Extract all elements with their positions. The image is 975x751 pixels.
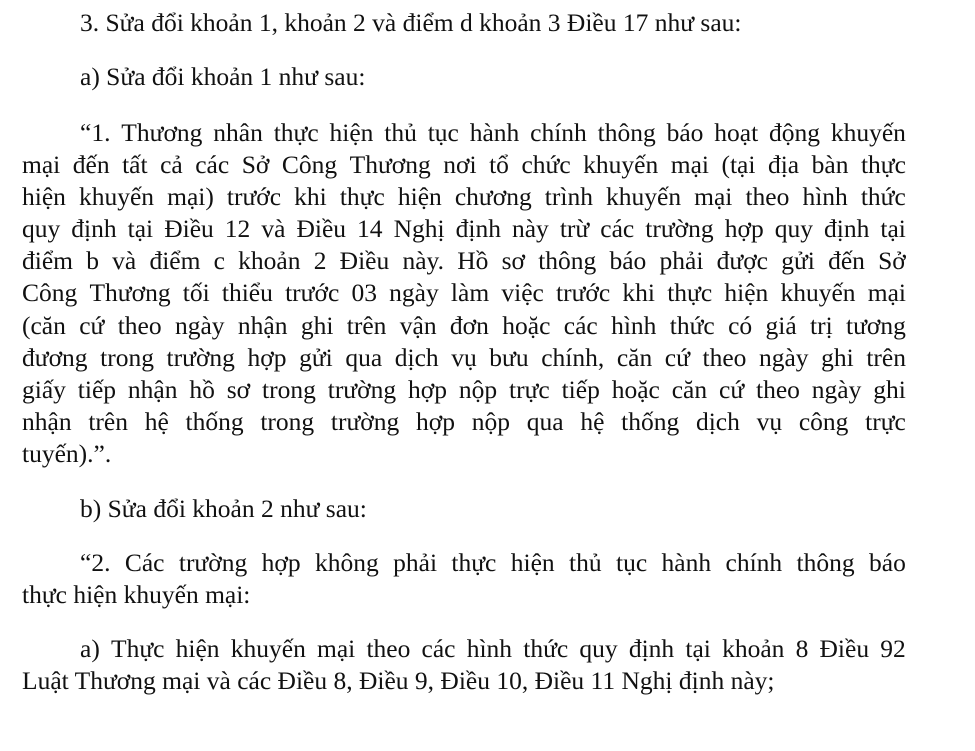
- word: thông: [597, 118, 656, 147]
- word: các: [195, 150, 230, 179]
- word: dịch: [394, 343, 439, 372]
- word: trong: [262, 375, 316, 404]
- word: hoặc: [502, 311, 551, 340]
- word: tương: [846, 311, 906, 340]
- word: động: [769, 118, 820, 147]
- word: (căn: [22, 311, 66, 340]
- word: gửi: [299, 343, 333, 372]
- word: điểm: [22, 246, 73, 275]
- word: hiện: [397, 182, 442, 211]
- word: Công: [22, 278, 78, 307]
- word: mại): [167, 182, 214, 211]
- word: khi: [294, 182, 327, 211]
- word: theo: [756, 375, 800, 404]
- word: tục: [616, 548, 648, 577]
- word: tiếp: [561, 375, 600, 404]
- word: quy: [774, 214, 813, 243]
- word: (tại: [721, 150, 756, 179]
- word: các: [563, 311, 598, 340]
- word: thức: [860, 182, 906, 211]
- word: trị: [810, 311, 833, 340]
- word: hoạt: [714, 118, 759, 147]
- word: hệ: [580, 407, 605, 436]
- word: ngày: [174, 311, 225, 340]
- paragraph-clause-1-line-10: [22, 409, 906, 435]
- word: thiểu: [221, 278, 273, 307]
- word: 8: [795, 634, 809, 663]
- word: thủ: [384, 118, 417, 147]
- paragraph-clause-1-line-4: [22, 216, 906, 242]
- word: và: [261, 214, 286, 243]
- word: khuyến: [583, 150, 659, 179]
- word: đến: [828, 246, 865, 275]
- word: hình: [611, 311, 657, 340]
- word: trừ: [559, 214, 590, 243]
- paragraph-clause-1-line-11: tuyến).”.: [22, 439, 112, 468]
- word: theo: [366, 634, 411, 663]
- word: gửi: [781, 246, 815, 275]
- word: hợp: [724, 214, 764, 243]
- word: trường: [178, 548, 248, 577]
- word: quy: [579, 634, 618, 663]
- word: cả: [160, 150, 183, 179]
- word: này.: [402, 246, 444, 275]
- word: nộp: [471, 407, 511, 436]
- word: Hồ: [457, 246, 489, 275]
- word: giá: [765, 311, 797, 340]
- word: điểm: [149, 246, 201, 275]
- word: thực: [339, 182, 385, 211]
- word: tục: [427, 118, 459, 147]
- paragraph-clause-1-line-2: [22, 152, 906, 178]
- word: khuyến: [780, 278, 856, 307]
- word: 92: [880, 634, 906, 663]
- word: b: [86, 246, 99, 275]
- word: định: [71, 214, 117, 243]
- word: Thương: [121, 118, 203, 147]
- word: phải: [659, 246, 704, 275]
- word: chính,: [541, 343, 605, 372]
- word: 03: [351, 278, 377, 307]
- word: c: [213, 246, 225, 275]
- word: theo: [745, 182, 790, 211]
- word: khuyến: [606, 182, 682, 211]
- paragraph-item-a-heading: a) Sửa đổi khoản 1 như sau:: [80, 62, 366, 91]
- word: Thương: [89, 278, 171, 307]
- word: khoản: [722, 634, 785, 663]
- word: định: [628, 634, 675, 663]
- word: đương: [22, 343, 88, 372]
- word: Thương: [349, 150, 431, 179]
- word: hợp: [247, 343, 287, 372]
- word: nhận: [22, 407, 72, 436]
- word: Sở: [241, 150, 270, 179]
- word: địa: [767, 150, 800, 179]
- word: không: [315, 548, 379, 577]
- word: 12: [224, 214, 251, 243]
- word: công: [798, 407, 849, 436]
- word: thực: [667, 278, 713, 307]
- word: thực: [860, 150, 906, 179]
- word: theo: [117, 311, 162, 340]
- word: trên: [866, 343, 906, 372]
- word: đơn: [449, 311, 489, 340]
- word: làm: [450, 278, 490, 307]
- word: qua: [345, 343, 383, 372]
- word: dịch: [695, 407, 740, 436]
- word: vụ: [756, 407, 783, 436]
- word: trực: [509, 375, 550, 404]
- word: định: [824, 214, 870, 243]
- word: trên: [346, 311, 387, 340]
- word: hiện: [329, 118, 374, 147]
- word: trước: [226, 182, 282, 211]
- word: báo: [869, 548, 906, 577]
- word: nhận: [127, 375, 178, 404]
- word: ngày: [758, 343, 809, 372]
- word: trình: [544, 182, 593, 211]
- word: quy: [22, 214, 61, 243]
- word: trường: [645, 214, 714, 243]
- word: cứ: [79, 311, 105, 340]
- word: thức: [669, 311, 715, 340]
- word: chương: [454, 182, 532, 211]
- paragraph-item-b-heading: b) Sửa đổi khoản 2 như sau:: [80, 494, 367, 523]
- word: ngày: [389, 278, 439, 307]
- word: trường: [330, 407, 400, 436]
- word: khi: [622, 278, 656, 307]
- word: hiện: [22, 182, 66, 211]
- word: tiếp: [77, 375, 117, 404]
- paragraph-clause-2-line-2: thực hiện khuyến mại:: [22, 580, 251, 609]
- word: tại: [685, 634, 711, 663]
- word: hành: [469, 118, 520, 147]
- paragraph-clause-1-line-1: [80, 120, 906, 146]
- word: thực: [273, 118, 319, 147]
- word: hành: [661, 548, 712, 577]
- word: trước: [556, 278, 611, 307]
- word: ghi: [821, 343, 854, 372]
- word: hiện: [175, 634, 220, 663]
- word: hình: [802, 182, 848, 211]
- word: cứ: [664, 343, 690, 372]
- paragraph-clause-3-heading: 3. Sửa đổi khoản 1, khoản 2 và điểm d khoản 3 Điều 17 như sau:: [80, 8, 742, 37]
- word: nộp: [458, 375, 498, 404]
- word: tại: [127, 214, 154, 243]
- word: báo: [609, 246, 647, 275]
- paragraph-point-a-line-1: [80, 636, 906, 662]
- word: tất: [122, 150, 148, 179]
- word: ghi: [300, 311, 334, 340]
- word: sơ: [226, 375, 251, 404]
- word: thực: [451, 548, 497, 577]
- word: mại: [22, 150, 61, 179]
- word: trong: [100, 343, 154, 372]
- word: thống: [185, 407, 244, 436]
- word: trên: [88, 407, 128, 436]
- word: có: [728, 311, 753, 340]
- word: hiện: [724, 278, 769, 307]
- word: khoản: [238, 246, 301, 275]
- word: báo: [666, 118, 704, 147]
- word: định: [455, 214, 501, 243]
- word: Điều: [339, 246, 390, 275]
- word: “1.: [80, 118, 111, 147]
- word: bàn: [811, 150, 849, 179]
- word: hợp: [261, 548, 301, 577]
- word: này: [511, 214, 549, 243]
- word: vận: [399, 311, 437, 340]
- word: căn: [616, 343, 653, 372]
- word: hiện: [510, 548, 555, 577]
- word: ngày: [811, 375, 862, 404]
- word: bưu: [489, 343, 529, 372]
- word: nhân: [213, 118, 263, 147]
- word: nơi: [443, 150, 477, 179]
- word: Sở: [878, 246, 906, 275]
- word: thống: [621, 407, 680, 436]
- word: chính: [725, 548, 783, 577]
- word: thông: [538, 246, 597, 275]
- word: Điều: [164, 214, 214, 243]
- word: nhận: [237, 311, 288, 340]
- word: khuyến: [230, 634, 306, 663]
- word: trong: [260, 407, 315, 436]
- word: các: [421, 634, 456, 663]
- paragraph-clause-1-line-9: [22, 377, 906, 403]
- word: thủ: [569, 548, 602, 577]
- paragraph-clause-1-line-7: [22, 313, 906, 339]
- word: hình: [466, 634, 513, 663]
- word: trước: [285, 278, 340, 307]
- word: trường: [327, 375, 397, 404]
- word: hồ: [189, 375, 215, 404]
- paragraph-point-a-line-2: Luật Thương mại và các Điều 8, Điều 9, Điều 10, Điều 11 Nghị định này;: [22, 666, 775, 695]
- paragraph-clause-1-line-3: [22, 184, 906, 210]
- word: trực: [865, 407, 906, 436]
- word: Điều: [296, 214, 347, 243]
- word: 14: [357, 214, 383, 243]
- word: căn: [671, 375, 708, 404]
- word: Thực: [111, 634, 165, 663]
- word: phải: [393, 548, 438, 577]
- word: tổ: [489, 150, 509, 179]
- word: 2: [313, 246, 327, 275]
- paragraph-clause-1-line-8: [22, 345, 906, 371]
- word: tại: [880, 214, 906, 243]
- word: hoặc: [611, 375, 660, 404]
- word: giấy: [22, 375, 66, 404]
- word: mại: [867, 278, 906, 307]
- paragraph-clause-1-line-5: [22, 248, 906, 274]
- word: cứ: [719, 375, 745, 404]
- word: Nghị: [393, 214, 445, 243]
- word: a): [80, 634, 100, 663]
- word: thức: [523, 634, 569, 663]
- word: tối: [182, 278, 210, 307]
- paragraph-clause-1-line-6: [22, 280, 906, 306]
- word: đến: [72, 150, 110, 179]
- word: ghi: [873, 375, 906, 404]
- word: sơ: [501, 246, 525, 275]
- word: thông: [796, 548, 855, 577]
- word: mại: [694, 182, 733, 211]
- word: chính: [530, 118, 587, 147]
- word: Điều: [819, 634, 870, 663]
- word: hợp: [408, 375, 447, 404]
- word: khuyến: [78, 182, 155, 211]
- word: qua: [526, 407, 564, 436]
- word: theo: [702, 343, 747, 372]
- word: và: [112, 246, 137, 275]
- word: trường: [166, 343, 235, 372]
- word: được: [716, 246, 768, 275]
- word: khuyến: [830, 118, 906, 147]
- word: việc: [501, 278, 544, 307]
- word: Công: [281, 150, 338, 179]
- word: hệ: [144, 407, 169, 436]
- word: hợp: [416, 407, 456, 436]
- word: các: [600, 214, 635, 243]
- word: vụ: [451, 343, 477, 372]
- word: Các: [124, 548, 165, 577]
- word: mại: [317, 634, 356, 663]
- word: chức: [521, 150, 571, 179]
- paragraph-clause-2-line-1: [80, 550, 906, 576]
- word: “2.: [80, 548, 111, 577]
- word: mại: [670, 150, 709, 179]
